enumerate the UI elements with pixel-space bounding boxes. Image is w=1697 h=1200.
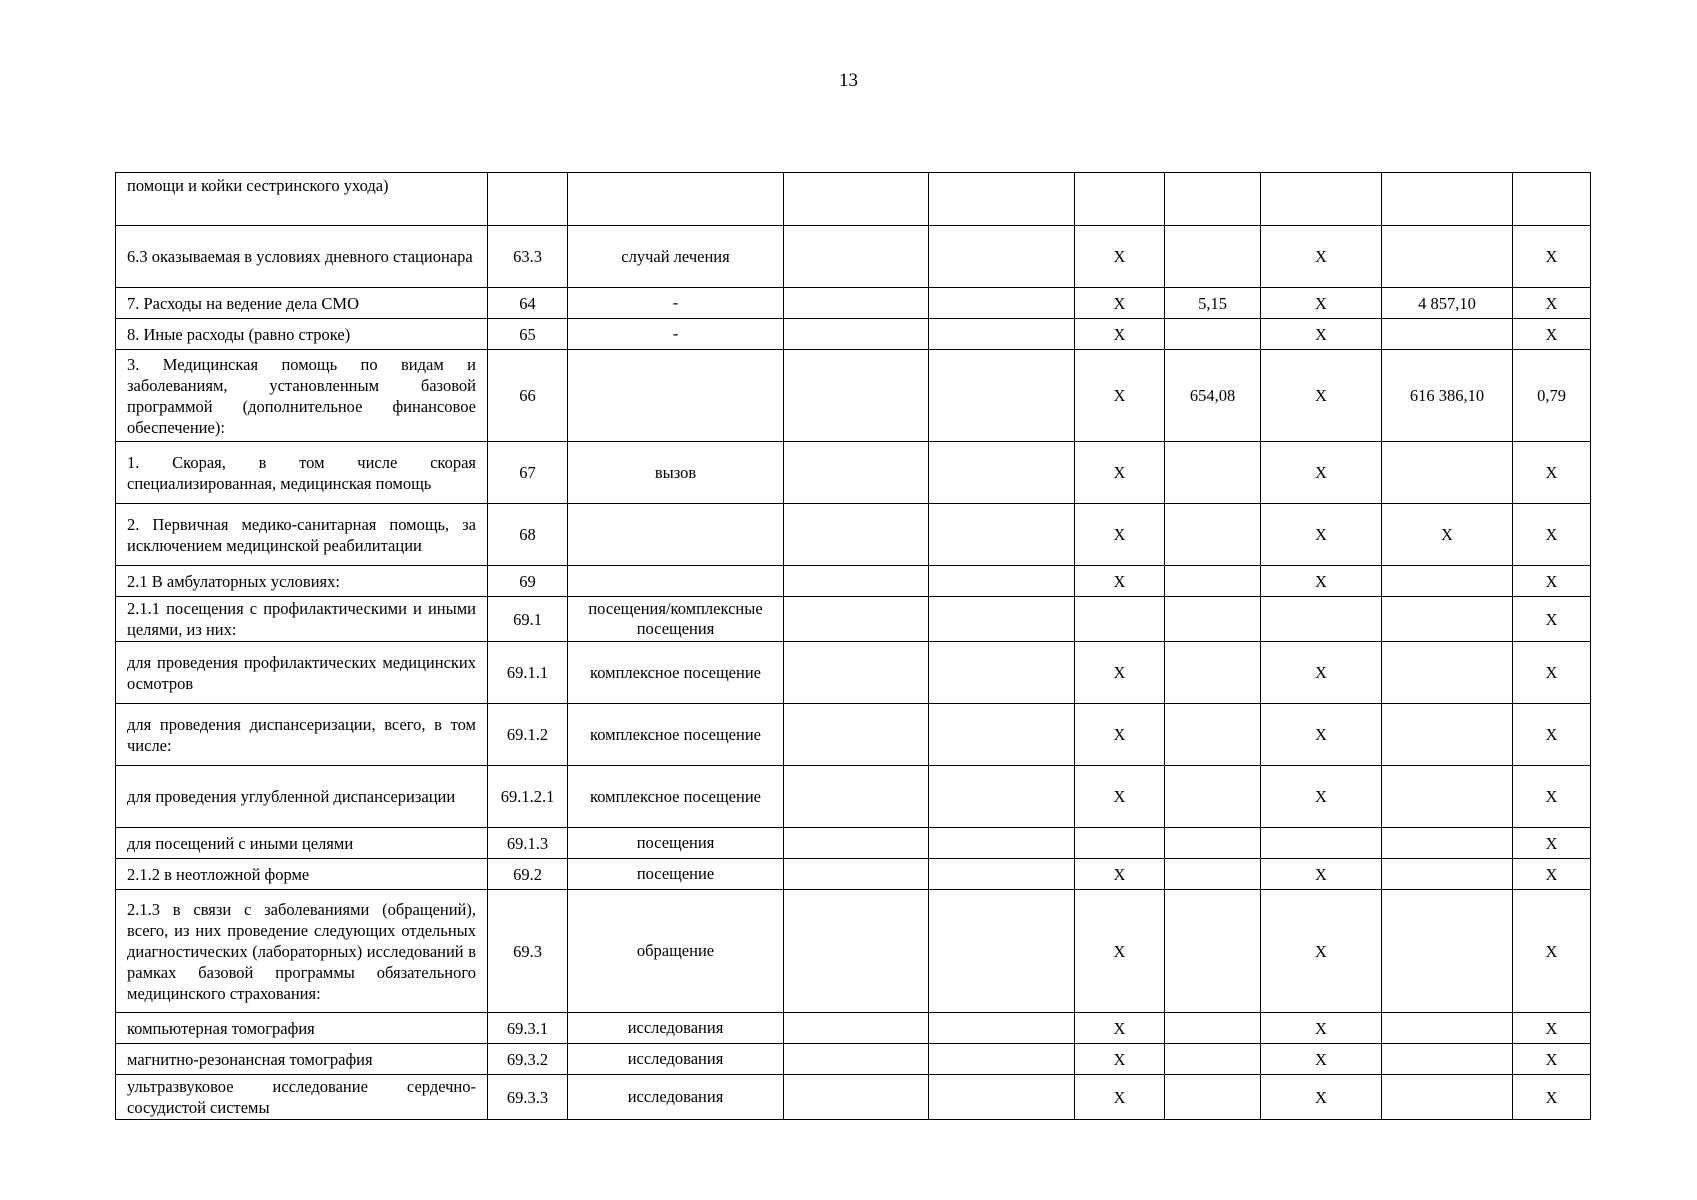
value-cell-8: X: [1261, 350, 1382, 442]
value-cell-9: [1382, 766, 1513, 828]
value-cell-10: X: [1513, 319, 1591, 350]
table-row: [116, 704, 1591, 766]
value-cell-8: X: [1261, 1044, 1382, 1075]
unit-cell: комплексное посещение: [568, 642, 784, 704]
value-cell-8: X: [1261, 1075, 1382, 1120]
value-cell-4: [784, 704, 929, 766]
row-name-cell: 8. Иные расходы (равно строке): [116, 319, 488, 350]
value-cell-10: X: [1513, 828, 1591, 859]
value-cell-4: [784, 766, 929, 828]
table-row: [116, 173, 1591, 226]
value-cell-6: X: [1075, 566, 1165, 597]
row-name-cell: 2.1.1 посещения с профилактическими и иными целями, из них:: [116, 597, 488, 642]
value-cell-10: X: [1513, 504, 1591, 566]
financing-table: [115, 172, 1591, 1120]
value-cell-10: 0,79: [1513, 350, 1591, 442]
row-name-cell: 2.1.3 в связи с заболеваниями (обращений), всего, из них проведение следующих отдельных диагностических (лабораторных) исследований в рамках базовой программы обязательного медицинского страхования:: [116, 890, 488, 1013]
value-cell-7: [1165, 597, 1261, 642]
value-cell-9: [1382, 704, 1513, 766]
value-cell-5: [929, 319, 1075, 350]
table-row: [116, 642, 1591, 704]
value-cell-4: [784, 828, 929, 859]
value-cell-5: [929, 1075, 1075, 1120]
value-cell-5: [929, 173, 1075, 226]
value-cell-6: X: [1075, 859, 1165, 890]
value-cell-6: X: [1075, 704, 1165, 766]
value-cell-5: [929, 766, 1075, 828]
value-cell-9: 616 386,10: [1382, 350, 1513, 442]
value-cell-7: [1165, 766, 1261, 828]
value-cell-6: X: [1075, 1013, 1165, 1044]
value-cell-6: X: [1075, 890, 1165, 1013]
value-cell-8: [1261, 173, 1382, 226]
value-cell-4: [784, 504, 929, 566]
value-cell-9: [1382, 859, 1513, 890]
value-cell-6: X: [1075, 442, 1165, 504]
unit-cell: [568, 350, 784, 442]
row-code-cell: 69.3: [488, 890, 568, 1013]
value-cell-4: [784, 1013, 929, 1044]
value-cell-10: X: [1513, 859, 1591, 890]
value-cell-5: [929, 504, 1075, 566]
value-cell-6: X: [1075, 226, 1165, 288]
value-cell-6: X: [1075, 350, 1165, 442]
unit-cell: [568, 504, 784, 566]
row-code-cell: 69.1: [488, 597, 568, 642]
row-code-cell: [488, 173, 568, 226]
value-cell-4: [784, 566, 929, 597]
row-name-cell: для посещений с иными целями: [116, 828, 488, 859]
value-cell-8: X: [1261, 319, 1382, 350]
value-cell-9: [1382, 566, 1513, 597]
value-cell-7: [1165, 504, 1261, 566]
value-cell-6: X: [1075, 1075, 1165, 1120]
value-cell-5: [929, 1013, 1075, 1044]
value-cell-5: [929, 1044, 1075, 1075]
value-cell-9: 4 857,10: [1382, 288, 1513, 319]
value-cell-8: X: [1261, 704, 1382, 766]
value-cell-8: X: [1261, 288, 1382, 319]
value-cell-10: X: [1513, 1013, 1591, 1044]
row-name-cell: для проведения углубленной диспансеризации: [116, 766, 488, 828]
value-cell-7: [1165, 890, 1261, 1013]
value-cell-4: [784, 226, 929, 288]
table-row: [116, 226, 1591, 288]
value-cell-5: [929, 642, 1075, 704]
value-cell-8: X: [1261, 226, 1382, 288]
value-cell-8: [1261, 828, 1382, 859]
row-code-cell: 69.1.1: [488, 642, 568, 704]
value-cell-6: X: [1075, 319, 1165, 350]
unit-cell: -: [568, 288, 784, 319]
value-cell-8: X: [1261, 766, 1382, 828]
value-cell-5: [929, 442, 1075, 504]
value-cell-6: X: [1075, 288, 1165, 319]
row-code-cell: 69.2: [488, 859, 568, 890]
value-cell-5: [929, 288, 1075, 319]
table-body: [116, 173, 1591, 1120]
value-cell-7: 5,15: [1165, 288, 1261, 319]
unit-cell: посещение: [568, 859, 784, 890]
value-cell-6: X: [1075, 504, 1165, 566]
value-cell-5: [929, 226, 1075, 288]
row-name-cell: для проведения профилактических медицинских осмотров: [116, 642, 488, 704]
row-code-cell: 68: [488, 504, 568, 566]
unit-cell: посещения/комплексные посещения: [568, 597, 784, 642]
value-cell-6: [1075, 173, 1165, 226]
value-cell-6: X: [1075, 642, 1165, 704]
value-cell-5: [929, 828, 1075, 859]
table-row: [116, 442, 1591, 504]
row-name-cell: для проведения диспансеризации, всего, в том числе:: [116, 704, 488, 766]
value-cell-8: X: [1261, 859, 1382, 890]
row-code-cell: 67: [488, 442, 568, 504]
value-cell-10: X: [1513, 704, 1591, 766]
table-row: [116, 828, 1591, 859]
value-cell-10: X: [1513, 642, 1591, 704]
row-name-cell: 1. Скорая, в том числе скорая специализированная, медицинская помощь: [116, 442, 488, 504]
value-cell-10: X: [1513, 288, 1591, 319]
value-cell-9: [1382, 597, 1513, 642]
value-cell-9: X: [1382, 504, 1513, 566]
row-code-cell: 69.3.1: [488, 1013, 568, 1044]
row-code-cell: 63.3: [488, 226, 568, 288]
unit-cell: вызов: [568, 442, 784, 504]
row-code-cell: 64: [488, 288, 568, 319]
value-cell-9: [1382, 173, 1513, 226]
value-cell-7: [1165, 1013, 1261, 1044]
row-code-cell: 69.3.3: [488, 1075, 568, 1120]
row-name-cell: 2.1.2 в неотложной форме: [116, 859, 488, 890]
unit-cell: случай лечения: [568, 226, 784, 288]
table-row: [116, 1013, 1591, 1044]
value-cell-7: [1165, 642, 1261, 704]
value-cell-4: [784, 442, 929, 504]
value-cell-6: [1075, 597, 1165, 642]
table-row: [116, 1044, 1591, 1075]
value-cell-4: [784, 859, 929, 890]
value-cell-9: [1382, 1044, 1513, 1075]
value-cell-5: [929, 890, 1075, 1013]
value-cell-7: [1165, 442, 1261, 504]
value-cell-10: X: [1513, 442, 1591, 504]
table-row: [116, 288, 1591, 319]
value-cell-9: [1382, 1013, 1513, 1044]
value-cell-7: [1165, 1044, 1261, 1075]
value-cell-7: 654,08: [1165, 350, 1261, 442]
table-row: [116, 1075, 1591, 1120]
row-code-cell: 69: [488, 566, 568, 597]
value-cell-10: X: [1513, 226, 1591, 288]
row-name-cell: 3. Медицинская помощь по видам и заболеваниям, установленным базовой программой (дополнительное финансовое обеспечение):: [116, 350, 488, 442]
value-cell-4: [784, 1044, 929, 1075]
unit-cell: исследования: [568, 1075, 784, 1120]
value-cell-4: [784, 890, 929, 1013]
row-code-cell: 69.1.2: [488, 704, 568, 766]
value-cell-9: [1382, 1075, 1513, 1120]
value-cell-5: [929, 704, 1075, 766]
value-cell-5: [929, 350, 1075, 442]
row-code-cell: 69.1.2.1: [488, 766, 568, 828]
unit-cell: исследования: [568, 1013, 784, 1044]
value-cell-5: [929, 597, 1075, 642]
value-cell-4: [784, 1075, 929, 1120]
value-cell-8: X: [1261, 642, 1382, 704]
value-cell-10: X: [1513, 890, 1591, 1013]
value-cell-4: [784, 319, 929, 350]
value-cell-10: X: [1513, 597, 1591, 642]
table-row: [116, 890, 1591, 1013]
unit-cell: исследования: [568, 1044, 784, 1075]
table-row: [116, 766, 1591, 828]
value-cell-8: X: [1261, 504, 1382, 566]
value-cell-8: [1261, 597, 1382, 642]
value-cell-4: [784, 642, 929, 704]
unit-cell: посещения: [568, 828, 784, 859]
row-name-cell: помощи и койки сестринского ухода): [116, 173, 488, 226]
value-cell-8: X: [1261, 890, 1382, 1013]
unit-cell: обращение: [568, 890, 784, 1013]
unit-cell: [568, 173, 784, 226]
table-row: [116, 504, 1591, 566]
value-cell-10: X: [1513, 1075, 1591, 1120]
value-cell-9: [1382, 890, 1513, 1013]
value-cell-7: [1165, 319, 1261, 350]
unit-cell: [568, 566, 784, 597]
row-code-cell: 69.3.2: [488, 1044, 568, 1075]
row-code-cell: 66: [488, 350, 568, 442]
value-cell-7: [1165, 1075, 1261, 1120]
value-cell-9: [1382, 226, 1513, 288]
table-row: [116, 597, 1591, 642]
unit-cell: комплексное посещение: [568, 766, 784, 828]
value-cell-7: [1165, 704, 1261, 766]
value-cell-10: X: [1513, 1044, 1591, 1075]
value-cell-10: X: [1513, 566, 1591, 597]
value-cell-7: [1165, 173, 1261, 226]
value-cell-8: X: [1261, 442, 1382, 504]
row-code-cell: 69.1.3: [488, 828, 568, 859]
value-cell-8: X: [1261, 1013, 1382, 1044]
row-name-cell: 2. Первичная медико-санитарная помощь, за исключением медицинской реабилитации: [116, 504, 488, 566]
value-cell-9: [1382, 828, 1513, 859]
row-code-cell: 65: [488, 319, 568, 350]
row-name-cell: компьютерная томография: [116, 1013, 488, 1044]
value-cell-6: X: [1075, 1044, 1165, 1075]
value-cell-9: [1382, 442, 1513, 504]
value-cell-4: [784, 597, 929, 642]
value-cell-6: X: [1075, 766, 1165, 828]
value-cell-7: [1165, 566, 1261, 597]
unit-cell: -: [568, 319, 784, 350]
row-name-cell: 6.3 оказываемая в условиях дневного стационара: [116, 226, 488, 288]
page-number: 13: [839, 70, 858, 91]
table-row: [116, 859, 1591, 890]
value-cell-10: [1513, 173, 1591, 226]
row-name-cell: 2.1 В амбулаторных условиях:: [116, 566, 488, 597]
value-cell-5: [929, 566, 1075, 597]
value-cell-6: [1075, 828, 1165, 859]
table-row: [116, 319, 1591, 350]
value-cell-4: [784, 350, 929, 442]
value-cell-4: [784, 173, 929, 226]
row-name-cell: ультразвуковое исследование сердечно-сосудистой системы: [116, 1075, 488, 1120]
row-name-cell: магнитно-резонансная томография: [116, 1044, 488, 1075]
value-cell-9: [1382, 319, 1513, 350]
value-cell-8: X: [1261, 566, 1382, 597]
value-cell-4: [784, 288, 929, 319]
unit-cell: комплексное посещение: [568, 704, 784, 766]
value-cell-10: X: [1513, 766, 1591, 828]
value-cell-7: [1165, 859, 1261, 890]
value-cell-7: [1165, 226, 1261, 288]
table-row: [116, 566, 1591, 597]
value-cell-7: [1165, 828, 1261, 859]
table-row: [116, 350, 1591, 442]
value-cell-5: [929, 859, 1075, 890]
value-cell-9: [1382, 642, 1513, 704]
row-name-cell: 7. Расходы на ведение дела СМО: [116, 288, 488, 319]
